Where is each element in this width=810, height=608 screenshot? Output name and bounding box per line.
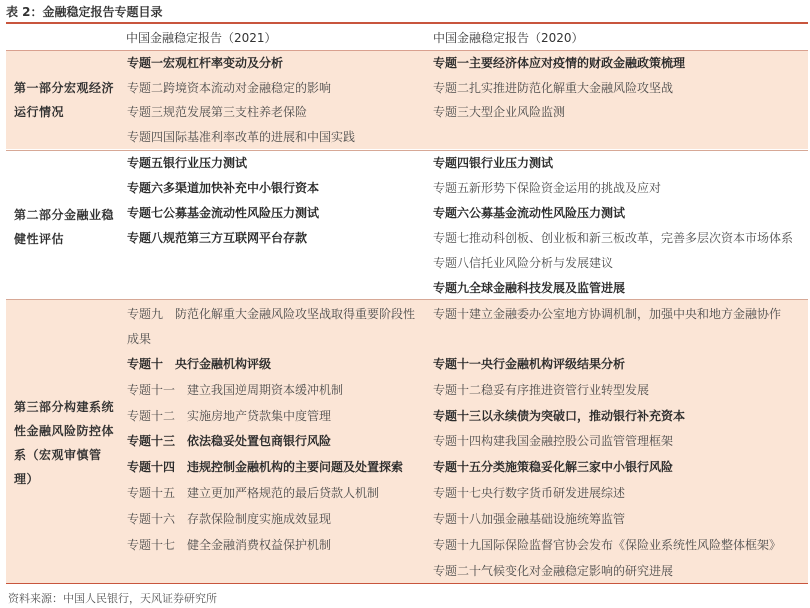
section-3-item-2020: 专题十三以永续债为突破口，推动银行补充资本 <box>433 409 686 423</box>
section-2-item-2020: 专题五新形势下保险资金运用的挑战及应对 <box>433 181 662 195</box>
section-1-item-2020: 专题二扎实推进防范化解重大金融风险攻坚战 <box>433 81 674 95</box>
section-3-label: 第三部分构建系统性金融风险防控体系（宏观审慎管理） <box>14 400 115 486</box>
section-3-item-2020: 专题二十气候变化对金融稳定影响的研究进展 <box>433 564 674 578</box>
header-2021: 中国金融稳定报告（2021） <box>126 31 277 45</box>
section-2-item-2020: 专题八信托业风险分析与发展建议 <box>433 256 614 270</box>
section-3-item-2020: 专题十八加强金融基础设施统筹监管 <box>433 512 626 526</box>
section-2-item-2021: 专题八规范第三方互联网平台存款 <box>127 231 308 245</box>
section-3-item-2021: 专题十七 健全金融消费权益保护机制 <box>127 538 332 552</box>
section-3-item-2020: 专题十一央行金融机构评级结果分析 <box>433 357 626 371</box>
section-1-item-2021: 专题一宏观杠杆率变动及分析 <box>127 56 284 70</box>
section-3-item-2020: 专题十二稳妥有序推进资管行业转型发展 <box>433 383 650 397</box>
section-3-item-2021: 专题十四 违规控制金融机构的主要问题及处置探索 <box>127 460 404 474</box>
section-2-item-2020: 专题七推动科创板、创业板和新三板改革，完善多层次资本市场体系 <box>433 231 794 245</box>
section-2-item-2020: 专题六公募基金流动性风险压力测试 <box>433 206 626 220</box>
section-3-item-2021: 专题十一 建立我国逆周期资本缓冲机制 <box>127 383 344 397</box>
section-3-item-2021: 专题十三 依法稳妥处置包商银行风险 <box>127 434 332 448</box>
section-1-item-2021: 专题四国际基准利率改革的进展和中国实践 <box>127 130 356 144</box>
section-1-item-2021: 专题三规范发展第三支柱养老保险 <box>127 105 308 119</box>
section-2-item-2020: 专题九全球金融科技发展及监管进展 <box>433 281 626 295</box>
section-3-item-2021: 专题十 央行金融机构评级 <box>127 357 272 371</box>
section-3-item-2021: 专题九 防范化解重大金融风险攻坚战取得重要阶段性成果 <box>127 307 416 346</box>
section-3-item-2020: 专题十五分类施策稳妥化解三家中小银行风险 <box>433 460 674 474</box>
section-2-item-2021: 专题五银行业压力测试 <box>127 156 248 170</box>
section-3-item-2020: 专题十建立金融委办公室地方协调机制，加强中央和地方金融协作 <box>433 307 782 321</box>
section-3-item-2021: 专题十二 实施房地产贷款集中度管理 <box>127 409 332 423</box>
section-1-label: 第一部分宏观经济运行情况 <box>14 81 115 119</box>
section-3-item-2021: 专题十五 建立更加严格规范的最后贷款人机制 <box>127 486 380 500</box>
top-rule <box>6 22 808 24</box>
section-1-item-2021: 专题二跨境资本流动对金融稳定的影响 <box>127 81 332 95</box>
section-2-item-2020: 专题四银行业压力测试 <box>433 156 554 170</box>
section-2-item-2021: 专题七公募基金流动性风险压力测试 <box>127 206 320 220</box>
bottom-rule <box>6 583 808 584</box>
section-1-item-2020: 专题三大型企业风险监测 <box>433 105 566 119</box>
section-1-item-2020: 专题一主要经济体应对疫情的财政金融政策梳理 <box>433 56 686 70</box>
header-2020: 中国金融稳定报告（2020） <box>433 31 584 45</box>
source-note: 资料来源：中国人民银行，天风证券研究所 <box>8 592 217 605</box>
section-3-item-2021: 专题十六 存款保险制度实施成效显现 <box>127 512 332 526</box>
section-3-item-2020: 专题十七央行数字货币研发进展综述 <box>433 486 626 500</box>
section-2-label: 第二部分金融业稳健性评估 <box>14 208 115 246</box>
section-2-item-2021: 专题六多渠道加快补充中小银行资本 <box>127 181 320 195</box>
section-3-item-2020: 专题十四构建我国金融控股公司监管管理框架 <box>433 434 674 448</box>
table-title: 表 2：金融稳定报告专题目录 <box>6 5 163 19</box>
section-3-item-2020: 专题十九国际保险监督官协会发布《保险业系统性风险整体框架》 <box>433 538 782 552</box>
